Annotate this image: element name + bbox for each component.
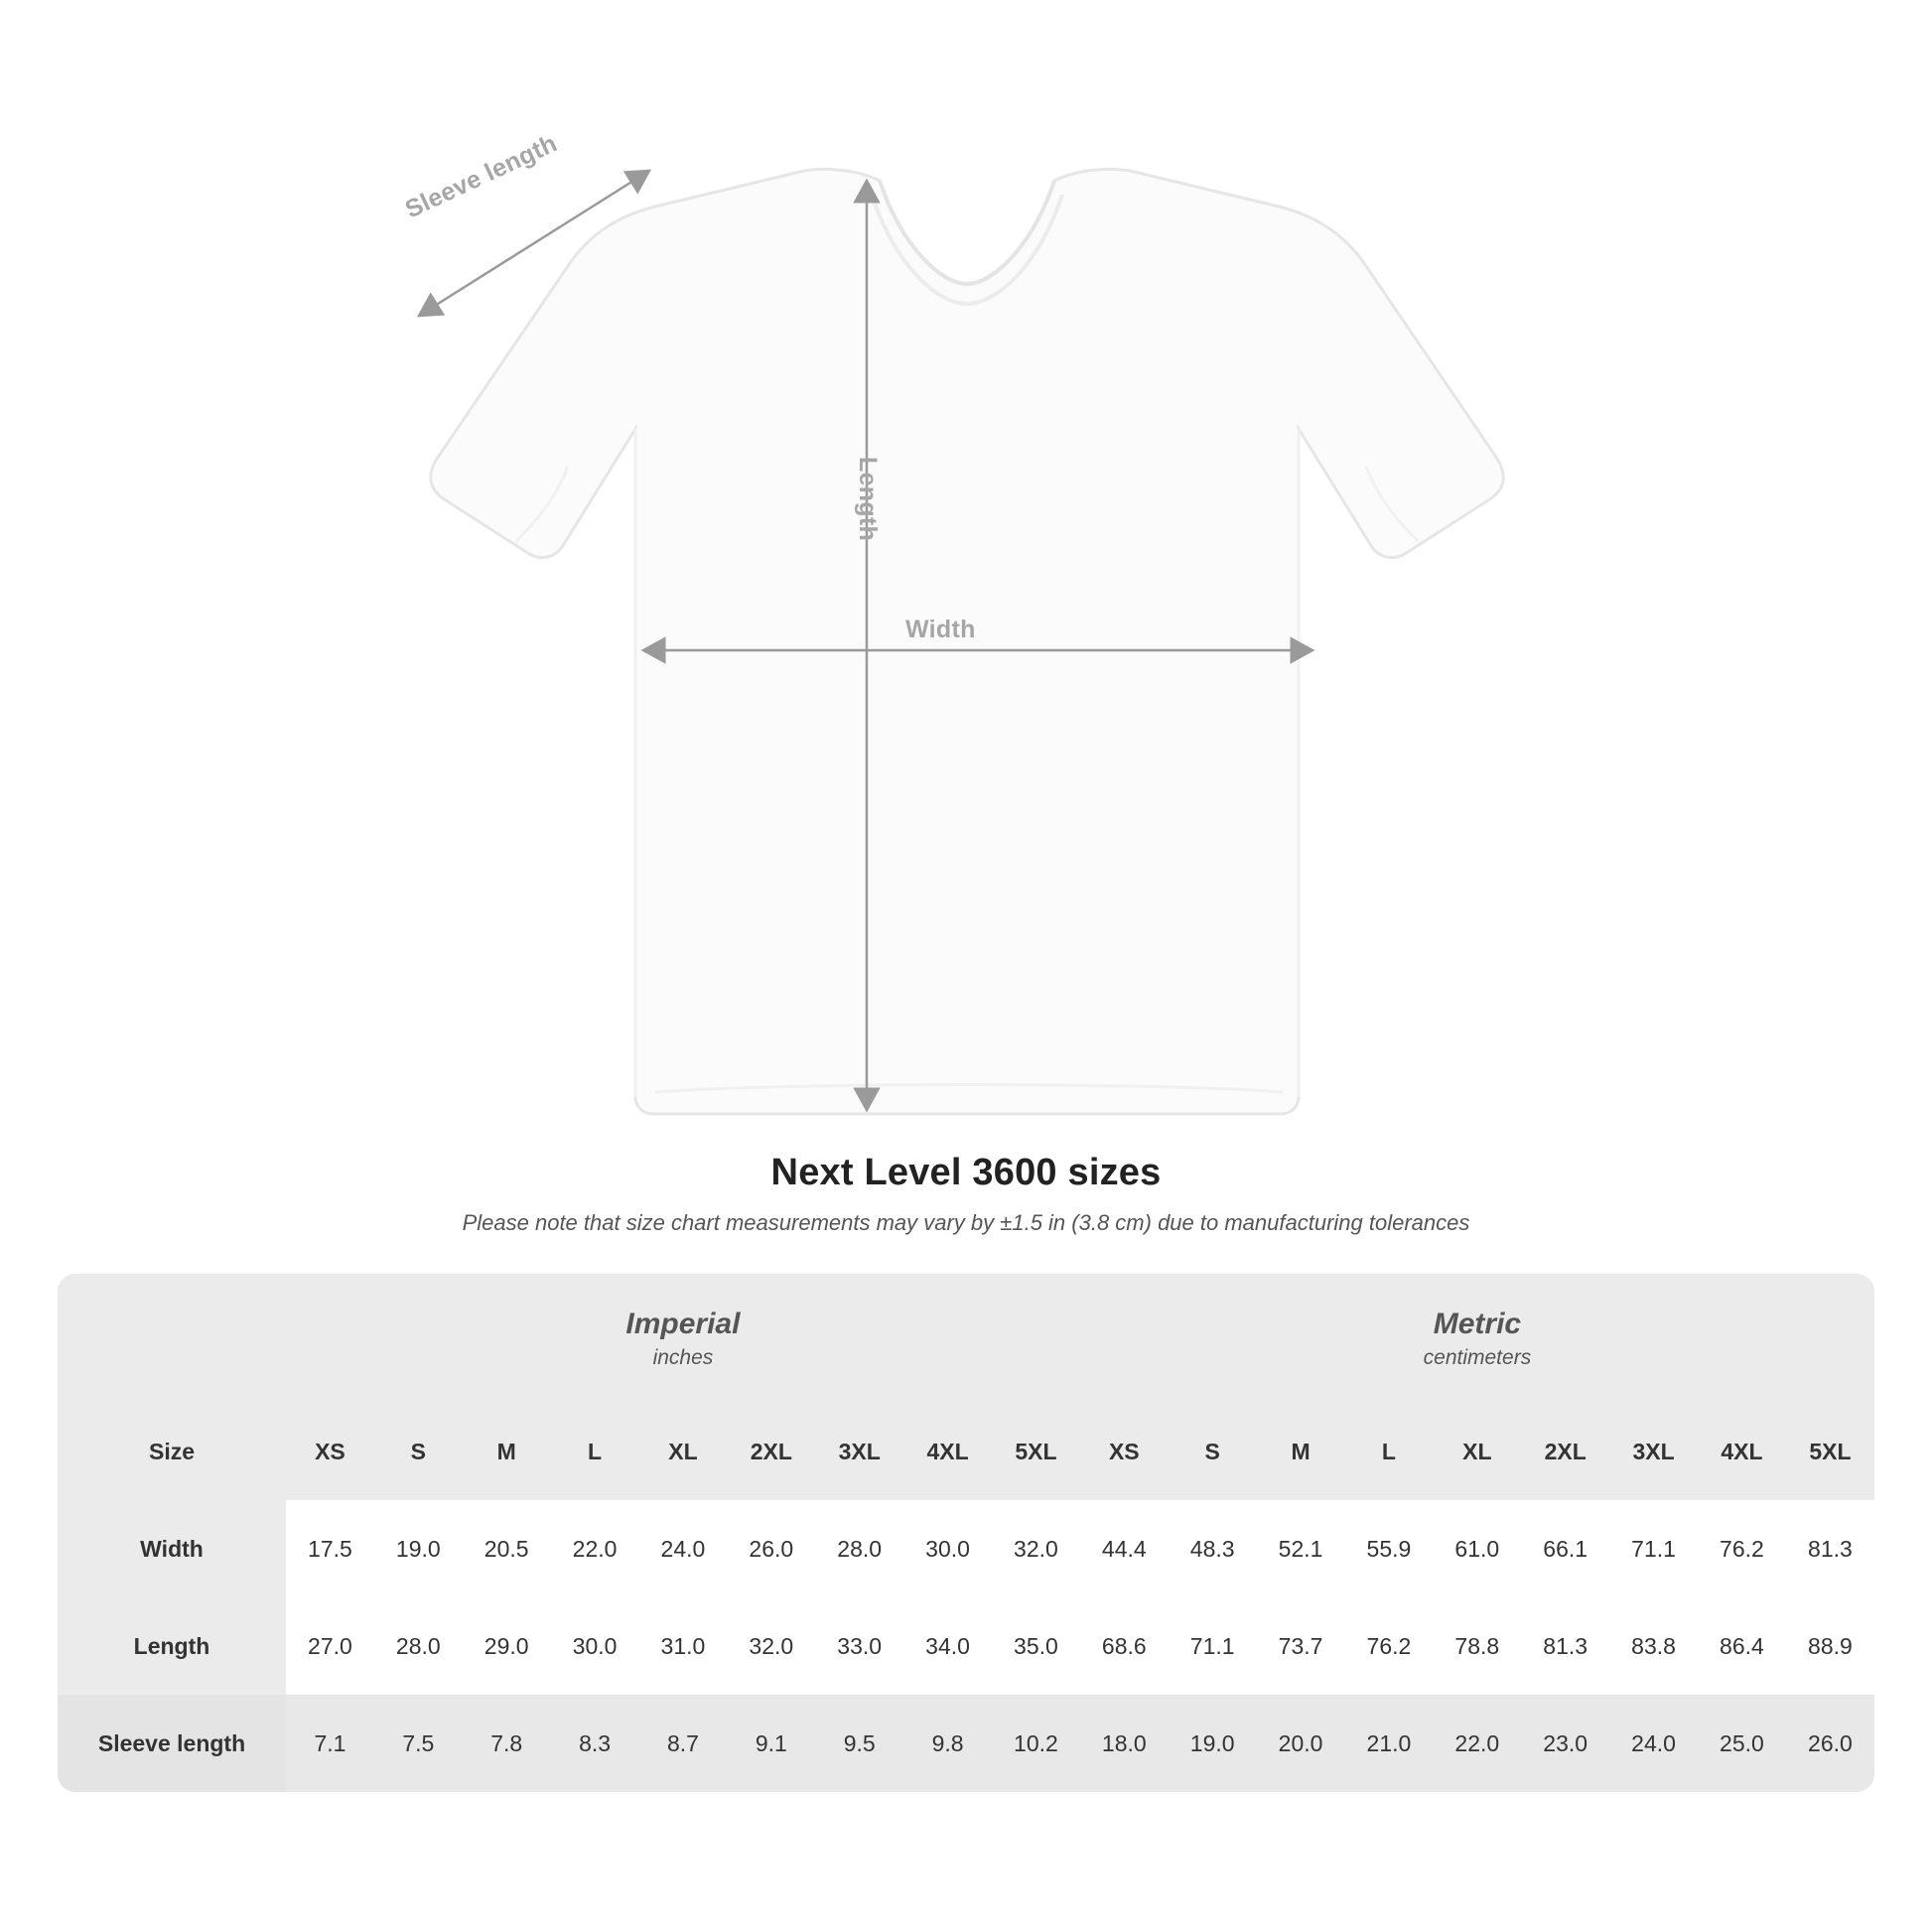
cell-width-imperial-0: 17.5 [286,1500,374,1597]
cell-length-metric-4: 78.8 [1433,1597,1521,1695]
header-col-14: 2XL [1521,1403,1609,1500]
table-corner [58,1274,286,1403]
label-length: Length [854,457,882,542]
cell-length-imperial-8: 35.0 [992,1597,1080,1695]
tolerance-note: Please note that size chart measurements may vary by ±1.5 in (3.8 cm) due to manufacturing tolerances [462,1210,1470,1235]
cell-sleeve-imperial-8: 10.2 [992,1695,1080,1792]
header-col-7: 4XL [903,1403,992,1500]
row-label-length: Length [58,1597,286,1695]
header-col-11: M [1257,1403,1345,1500]
cell-length-imperial-3: 30.0 [551,1597,639,1695]
unit-group-metric-sub: centimeters [1423,1345,1532,1369]
unit-header-row [58,1274,1874,1403]
size-table-wrapper [58,1274,1874,1792]
header-col-13: XL [1433,1403,1521,1500]
chart-heading [0,1152,1932,1236]
cell-length-metric-2: 73.7 [1257,1597,1345,1695]
cell-sleeve-metric-0: 18.0 [1080,1695,1169,1792]
cell-length-imperial-7: 34.0 [903,1597,992,1695]
cell-width-imperial-2: 20.5 [463,1500,551,1597]
cell-sleeve-imperial-7: 9.8 [903,1695,992,1792]
table-row [58,1500,1874,1597]
row-label-width: Width [58,1500,286,1597]
cell-sleeve-metric-5: 23.0 [1521,1695,1609,1792]
cell-length-metric-0: 68.6 [1080,1597,1169,1695]
cell-length-metric-6: 83.8 [1609,1597,1698,1695]
cell-width-imperial-6: 28.0 [815,1500,903,1597]
cell-width-imperial-7: 30.0 [903,1500,992,1597]
size-header-row [58,1403,1874,1500]
cell-length-imperial-5: 32.0 [727,1597,815,1695]
label-width: Width [905,616,976,643]
cell-sleeve-metric-2: 20.0 [1257,1695,1345,1792]
cell-sleeve-imperial-0: 7.1 [286,1695,374,1792]
cell-length-imperial-4: 31.0 [639,1597,728,1695]
header-col-2: M [463,1403,551,1500]
cell-sleeve-imperial-5: 9.1 [727,1695,815,1792]
table-row [58,1695,1874,1792]
cell-width-imperial-5: 26.0 [727,1500,815,1597]
cell-width-metric-3: 55.9 [1345,1500,1434,1597]
cell-length-imperial-2: 29.0 [463,1597,551,1695]
cell-sleeve-metric-6: 24.0 [1609,1695,1698,1792]
header-col-5: 2XL [727,1403,815,1500]
header-col-4: XL [639,1403,728,1500]
cell-width-metric-7: 76.2 [1698,1500,1786,1597]
unit-group-imperial [286,1274,1080,1403]
cell-width-imperial-4: 24.0 [639,1500,728,1597]
header-col-9: XS [1080,1403,1169,1500]
header-col-6: 3XL [815,1403,903,1500]
cell-width-imperial-1: 19.0 [374,1500,463,1597]
unit-group-imperial-name: Imperial [625,1307,741,1340]
cell-length-imperial-6: 33.0 [815,1597,903,1695]
unit-group-metric [1080,1274,1874,1403]
cell-sleeve-imperial-4: 8.7 [639,1695,728,1792]
cell-length-imperial-1: 28.0 [374,1597,463,1695]
cell-length-metric-7: 86.4 [1698,1597,1786,1695]
cell-sleeve-imperial-2: 7.8 [463,1695,551,1792]
cell-width-metric-1: 48.3 [1169,1500,1257,1597]
cell-sleeve-metric-7: 25.0 [1698,1695,1786,1792]
header-col-0: XS [286,1403,374,1500]
cell-length-imperial-0: 27.0 [286,1597,374,1695]
header-col-15: 3XL [1609,1403,1698,1500]
cell-sleeve-imperial-3: 8.3 [551,1695,639,1792]
table-row [58,1597,1874,1695]
header-col-1: S [374,1403,463,1500]
cell-length-metric-3: 76.2 [1345,1597,1434,1695]
cell-sleeve-metric-8: 26.0 [1786,1695,1874,1792]
header-col-16: 4XL [1698,1403,1786,1500]
cell-sleeve-metric-3: 21.0 [1345,1695,1434,1792]
header-col-12: L [1345,1403,1434,1500]
row-label-sleeve-length: Sleeve length [58,1695,286,1792]
unit-group-imperial-sub: inches [652,1345,714,1369]
header-col-3: L [551,1403,639,1500]
header-col-10: S [1169,1403,1257,1500]
cell-width-metric-8: 81.3 [1786,1500,1874,1597]
cell-width-metric-6: 71.1 [1609,1500,1698,1597]
cell-width-metric-5: 66.1 [1521,1500,1609,1597]
cell-width-imperial-3: 22.0 [551,1500,639,1597]
header-size-label: Size [58,1403,286,1500]
header-col-8: 5XL [992,1403,1080,1500]
cell-sleeve-imperial-6: 9.5 [815,1695,903,1792]
cell-length-metric-8: 88.9 [1786,1597,1874,1695]
label-sleeve-length: Sleeve length [401,129,562,224]
unit-group-metric-name: Metric [1433,1307,1522,1340]
cell-width-metric-0: 44.4 [1080,1500,1169,1597]
size-table [58,1274,1874,1792]
cell-sleeve-metric-4: 22.0 [1433,1695,1521,1792]
cell-sleeve-imperial-1: 7.5 [374,1695,463,1792]
cell-width-imperial-8: 32.0 [992,1500,1080,1597]
page-title: Next Level 3600 sizes [770,1152,1162,1193]
header-col-17: 5XL [1786,1403,1874,1500]
cell-length-metric-5: 81.3 [1521,1597,1609,1695]
cell-length-metric-1: 71.1 [1169,1597,1257,1695]
cell-sleeve-metric-1: 19.0 [1169,1695,1257,1792]
cell-width-metric-2: 52.1 [1257,1500,1345,1597]
cell-width-metric-4: 61.0 [1433,1500,1521,1597]
